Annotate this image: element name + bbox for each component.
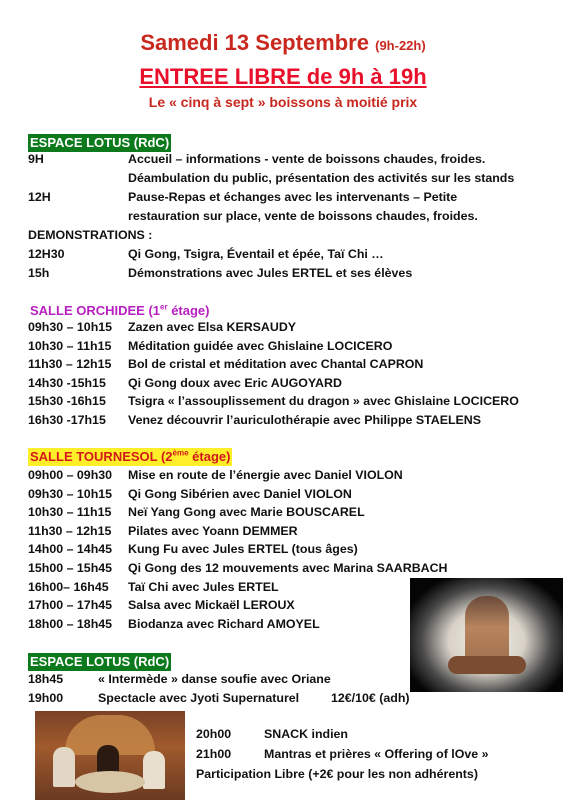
schedule-description: Spectacle avec Jyoti Supernaturel [98, 691, 300, 705]
schedule-description: Zazen avec Elsa KERSAUDY [128, 320, 297, 334]
schedule-row [28, 503, 365, 521]
schedule-row [196, 745, 489, 763]
schedule-row [28, 188, 458, 206]
schedule-description: Venez découvrir l’auriculothérapie avec Philippe STAELENS [128, 413, 482, 427]
event-date: Samedi 13 Septembre [140, 30, 369, 55]
schedule-time: 16h00– 16h45 [28, 579, 109, 594]
section-title-orchidee: SALLE ORCHIDEE (1er étage) [30, 302, 210, 318]
event-hours: (9h-22h) [375, 38, 426, 53]
schedule-time: 09h30 – 10h15 [28, 320, 113, 334]
schedule-time: 19h00 [28, 691, 64, 705]
schedule-row [28, 355, 424, 373]
schedule-row [28, 411, 482, 429]
schedule-time: 21h00 [196, 747, 232, 761]
schedule-time: DEMONSTRATIONS : [28, 228, 153, 242]
schedule-time: 11h30 – 12h15 [28, 357, 112, 372]
schedule-description: SNACK indien [264, 727, 348, 741]
schedule-description: Qi Gong Sibérien avec Daniel VIOLON [128, 486, 352, 501]
schedule-time: 18h45 [28, 672, 64, 686]
schedule-row [28, 264, 413, 282]
schedule-time: 10h30 – 11h15 [28, 338, 112, 353]
schedule-time: 18h00 – 18h45 [28, 616, 113, 631]
schedule-row [28, 559, 448, 577]
schedule-time: 14h00 – 14h45 [28, 542, 113, 557]
free-entry-title: ENTREE LIBRE de 9h à 19h [139, 64, 427, 89]
schedule-time: 15h30 -16h15 [28, 394, 106, 409]
schedule-row [28, 522, 298, 540]
schedule-row [28, 596, 295, 614]
schedule-time: 12H [28, 190, 51, 204]
schedule-time: 15h [28, 266, 50, 280]
schedule-description: Biodanza avec Richard AMOYEL [128, 616, 320, 631]
schedule-row [28, 392, 519, 410]
schedule-row [28, 226, 152, 244]
yoga-performer-photo [410, 578, 563, 692]
schedule-time: 14h30 -15h15 [28, 375, 106, 390]
schedule-row [28, 374, 342, 392]
schedule-row [28, 318, 297, 336]
schedule-time: 9H [28, 152, 44, 166]
schedule-row [28, 540, 358, 558]
schedule-description: Kung Fu avec Jules ERTEL (tous âges) [128, 542, 358, 557]
schedule-description: Bol de cristal et méditation avec Chantal CAPRON [128, 357, 424, 372]
schedule-description: Qi Gong, Tsigra, Éventail et épée, Taï Chi … [128, 247, 384, 261]
schedule-row [28, 578, 279, 596]
schedule-description: Qi Gong doux avec Eric AUGOYARD [128, 375, 342, 390]
schedule-description: Mantras et prières « Offering of lOve » [264, 747, 489, 761]
schedule-time: 09h30 – 10h15 [28, 486, 113, 501]
schedule-description: Mise en route de l’énergie avec Daniel VIOLON [128, 468, 403, 482]
musicians-photo [35, 711, 185, 800]
schedule-description: Démonstrations avec Jules ERTEL et ses élèves [128, 266, 413, 280]
schedule-row [28, 466, 403, 484]
schedule-row [28, 689, 410, 707]
participation-note: Participation Libre (+2€ pour les non adhérents) [196, 767, 478, 781]
schedule-description: « Intermède » danse soufie avec Oriane [98, 672, 331, 686]
schedule-description: Salsa avec Mickaël LEROUX [128, 598, 295, 613]
section-title-lotus: ESPACE LOTUS (RdC) [30, 135, 170, 150]
schedule-description: Pause-Repas et échanges avec les intervenants – Petite [128, 190, 458, 204]
schedule-description: restauration sur place, vente de boissons chaudes, froides. [128, 209, 478, 223]
section-title-tournesol: SALLE TOURNESOL (2ème étage) [30, 448, 231, 464]
schedule-row [28, 150, 486, 168]
section-title-lotus-evening: ESPACE LOTUS (RdC) [30, 654, 170, 669]
schedule-description: Pilates avec Yoann DEMMER [128, 523, 298, 538]
schedule-time: 11h30 – 12h15 [28, 523, 112, 538]
schedule-row [28, 337, 393, 355]
happy-hour-note: Le « cinq à sept » boissons à moitié prix [148, 94, 418, 110]
schedule-time: 15h00 – 15h45 [28, 561, 113, 575]
schedule-row [28, 615, 320, 633]
schedule-row [196, 725, 348, 743]
schedule-description: Déambulation du public, présentation des activités sur les stands [128, 171, 515, 185]
schedule-time: 20h00 [196, 727, 232, 741]
event-date-title [0, 30, 566, 56]
ticket-price: 12€/10€ (adh) [331, 691, 410, 705]
schedule-row [28, 245, 384, 263]
schedule-description: Qi Gong des 12 mouvements avec Marina SAARBACH [128, 561, 448, 575]
schedule-time: 09h00 – 09h30 [28, 468, 113, 482]
schedule-row [28, 670, 331, 688]
schedule-description: Accueil – informations - vente de boissons chaudes, froides. [128, 152, 486, 166]
schedule-description: Tsigra « l’assouplissement du dragon » avec Ghislaine LOCICERO [128, 394, 519, 409]
schedule-description: Méditation guidée avec Ghislaine LOCICERO [128, 338, 393, 353]
schedule-time: 17h00 – 17h45 [28, 598, 113, 613]
schedule-description: Taï Chi avec Jules ERTEL [128, 579, 279, 594]
schedule-time: 10h30 – 11h15 [28, 505, 112, 520]
schedule-description: Neï Yang Gong avec Marie BOUSCAREL [128, 505, 365, 520]
schedule-row [28, 485, 352, 503]
schedule-time: 12H30 [28, 247, 65, 261]
schedule-time: 16h30 -17h15 [28, 413, 106, 427]
